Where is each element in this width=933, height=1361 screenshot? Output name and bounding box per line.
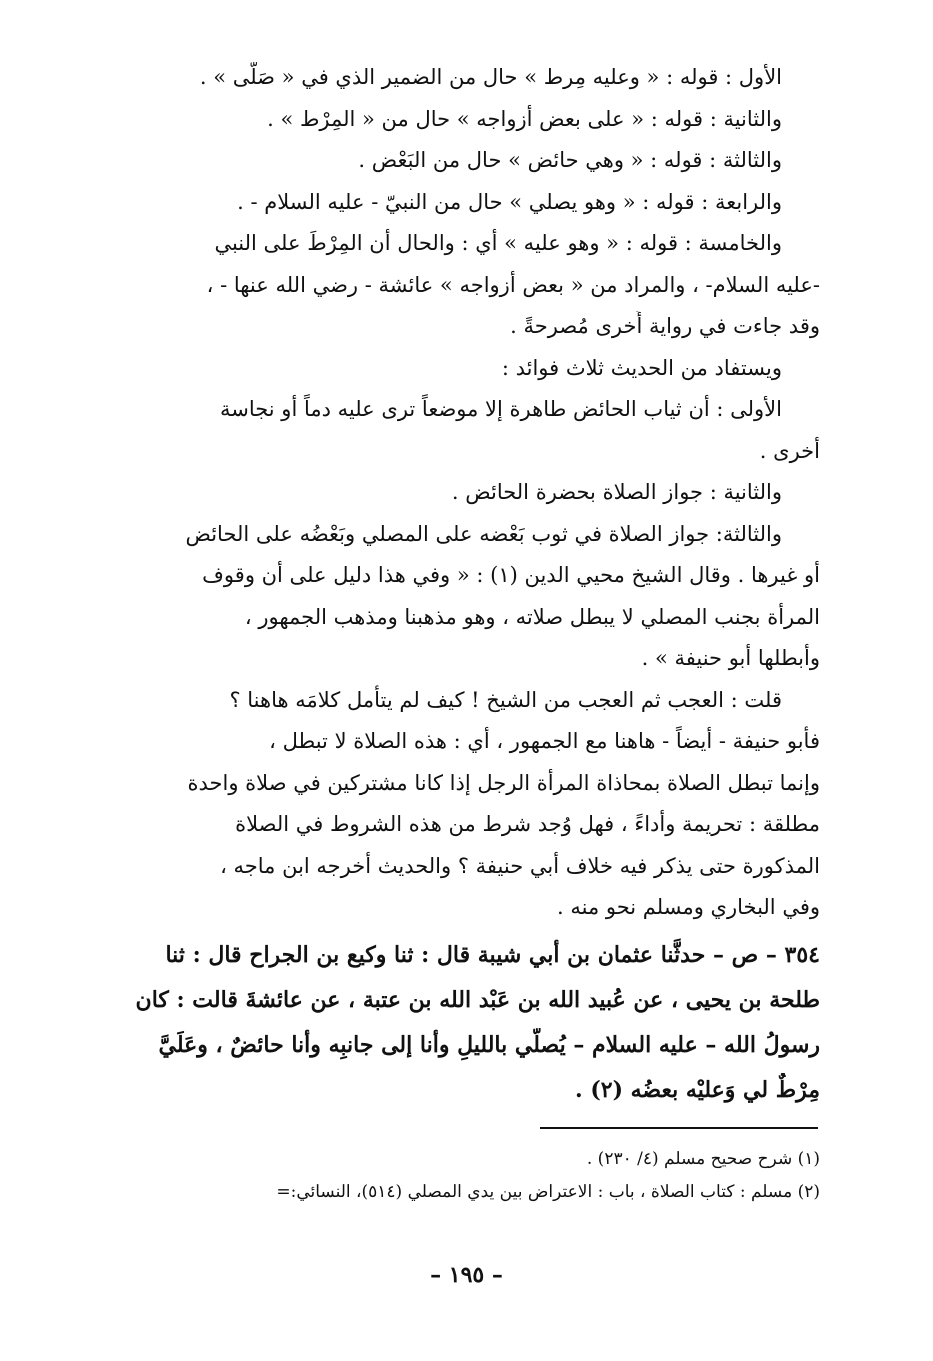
text-line: والثانية : جواز الصلاة بحضرة الحائض .	[451, 480, 782, 504]
text-line: أخرى .	[759, 438, 820, 463]
footnote-1: (١) شرح صحيح مسلم (٤/ ٢٣٠) .	[586, 1149, 820, 1169]
text-line: والخامسة : قوله : « وهو عليه » أي : والحال أن المِرْطَ على النبي	[214, 231, 782, 255]
hadith-block	[130, 938, 820, 1118]
text-line: والرابعة : قوله : « وهو يصلي » حال من النبيّ - عليه السلام - .	[237, 189, 782, 214]
main-text	[130, 62, 820, 1118]
hadith-line: رسولُ الله – عليه السلام – يُصلّي بالليلِ وأنا إلى جانبِه وأنا حائضٌ ، وعَلَيَّ	[158, 1031, 820, 1058]
text-line: وفي البخاري ومسلم نحو منه .	[557, 895, 820, 919]
text-line: والثالثة : قوله : « وهي حائض » حال من البَعْض .	[358, 148, 782, 172]
text-line: فأبو حنيفة - أيضاً - هاهنا مع الجمهور ، أي : هذه الصلاة لا تبطل ،	[269, 729, 820, 753]
text-line: وأبطلها أبو حنيفة » .	[641, 646, 820, 670]
text-line: أو غيرها . وقال الشيخ محيي الدين (١) : « وفي هذا دليل على أن وقوف	[202, 563, 820, 587]
hadith-line: ٣٥٤ – ص – حدثَّنا عثمان بن أبي شيبة قال : ثنا وكيع بن الجراح قال : ثنا	[165, 941, 820, 968]
text-line: قلت : العجب ثم العجب من الشيخ ! كيف لم يتأمل كلامَه هاهنا ؟	[229, 687, 782, 712]
text-line: -عليه السلام- ، والمراد من « بعض أزواجه » عائشة - رضي الله عنها - ،	[206, 272, 820, 297]
hadith-line: طلحة بن يحيى ، عن عُبيد الله بن عَبْد الله بن عتبة ، عن عائشةَ قالت : كان	[135, 986, 820, 1013]
footnotes	[130, 1146, 820, 1212]
footnote-2: (٢) مسلم : كتاب الصلاة ، باب : الاعتراض بين يدي المصلي (٥١٤)، النسائي:=	[276, 1182, 820, 1202]
page-number: – ١٩٥ –	[430, 1262, 503, 1288]
text-line: المذكورة حتى يذكر فيه خلاف أبي حنيفة ؟ والحديث أخرجه ابن ماجه ،	[220, 853, 820, 878]
text-line: وإنما تبطل الصلاة بمحاذاة المرأة الرجل إذا كانا مشتركين في صلاة واحدة	[187, 770, 820, 795]
text-line: الأولى : أن ثياب الحائض طاهرة إلا موضعاً ترى عليه دماً أو نجاسة	[219, 397, 782, 421]
footnote-divider	[540, 1127, 818, 1129]
text-line: والثالثة: جواز الصلاة في ثوب بَعْضه على المصلي وبَعْضُه على الحائض	[185, 521, 782, 546]
hadith-line: مِرْطٌ لي وَعليْه بعضُه (٢) .	[575, 1076, 820, 1103]
text-line: وقد جاءت في رواية أُخرى مُصرحةً .	[510, 314, 820, 338]
text-line: والثانية : قوله : « على بعض أزواجه » حال من « المِرْط » .	[267, 106, 782, 131]
text-line: ويستفاد من الحديث ثلاث فوائد :	[501, 355, 782, 380]
text-line: مطلقة : تحريمة وأداءً ، فهل وُجد شرط من هذه الشروط في الصلاة	[235, 812, 820, 836]
text-line: الأول : قوله : « وعليه مِرط » حال من الضمير الذي في « صَلّى » .	[199, 65, 782, 89]
text-line: المرأة بجنب المصلي لا يبطل صلاته ، وهو مذهبنا ومذهب الجمهور ،	[244, 604, 820, 629]
